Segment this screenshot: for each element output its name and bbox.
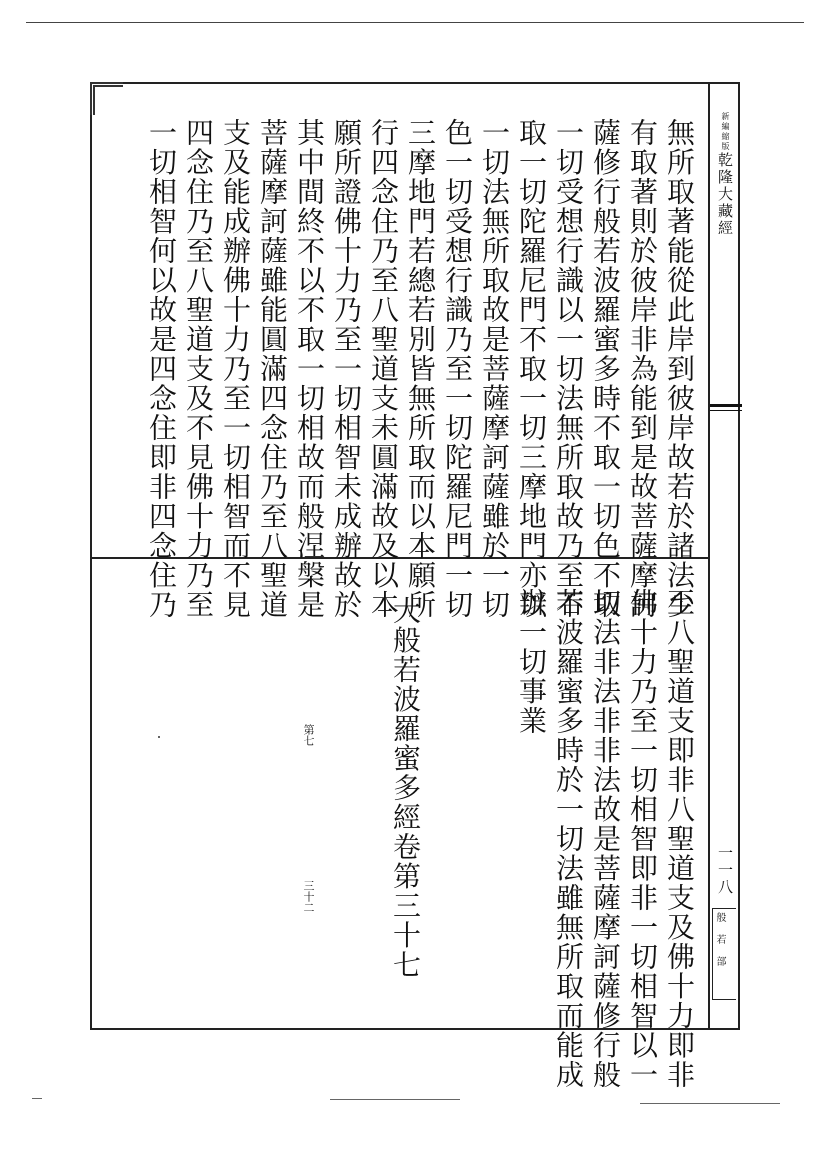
collection-title [716,112,734,237]
text-column: 四念住乃至八聖道支及不見佛十力乃至 [182,118,215,620]
text-column: 取一切陀羅尼門不取一切三摩地門亦以 [515,118,548,620]
closing-title: 大般若波羅蜜多經卷第三十七 [389,596,422,980]
text-column: 支及能成辦佛十力乃至一切相智而不見 [219,118,252,620]
collection-prefix: 新編縮版 [721,112,730,152]
text-column: 佛十力乃至一切相智即非一切相智以一 [626,588,659,1090]
text-column: 行四念住乃至八聖道支未圓滿故及以本 [367,118,400,620]
text-column: 一切法無所取故是菩薩摩訶薩雖於一切 [478,118,511,620]
footer-rule [330,1099,460,1100]
page-number: 一一八 [716,845,734,896]
margin-mark-thin [710,410,742,411]
footer-mark [32,1098,42,1099]
text-column: 願所證佛十力乃至一切相智未成辦故於 [330,118,363,620]
count-note: 三十二 [302,880,315,913]
text-column: 菩薩摩訶薩雖能圓滿四念住乃至八聖道 [256,118,289,620]
volume-note: 第七 [302,724,315,746]
text-column: 若波羅蜜多時於一切法雖無所取而能成 [552,588,585,1090]
text-column: 其中間終不以不取一切相故而般涅槃是 [293,118,326,620]
margin-mark [710,404,742,407]
top-rule [26,22,804,23]
text-column: 三摩地門若總若別皆無所取而以本願所 [404,118,437,620]
text-column: 色一切受想行識乃至一切陀羅尼門一切 [441,118,474,620]
section-label: 般若部 [714,912,725,978]
text-column: 切法非法非非法故是菩薩摩訶薩修行般 [589,588,622,1090]
text-column: 至八聖道支即非八聖道支及佛十力即非 [663,588,696,1090]
speck [158,736,160,738]
text-column: 一切相智何以故是四念住即非四念住乃 [145,118,178,620]
text-column: 無所取著能從此岸到彼岸故若於諸法少 [663,118,696,620]
text-column: 辦一切事業 [515,588,548,736]
text-column: 有取著則於彼岸非為能到是故菩薩摩訶 [626,118,659,620]
footer-rule [640,1103,780,1104]
collection-name: 乾隆大藏經 [716,152,734,237]
text-column: 薩修行般若波羅蜜多時不取一切色不取 [589,118,622,620]
text-column: 一切受想行識以一切法無所取故乃至不 [552,118,585,620]
